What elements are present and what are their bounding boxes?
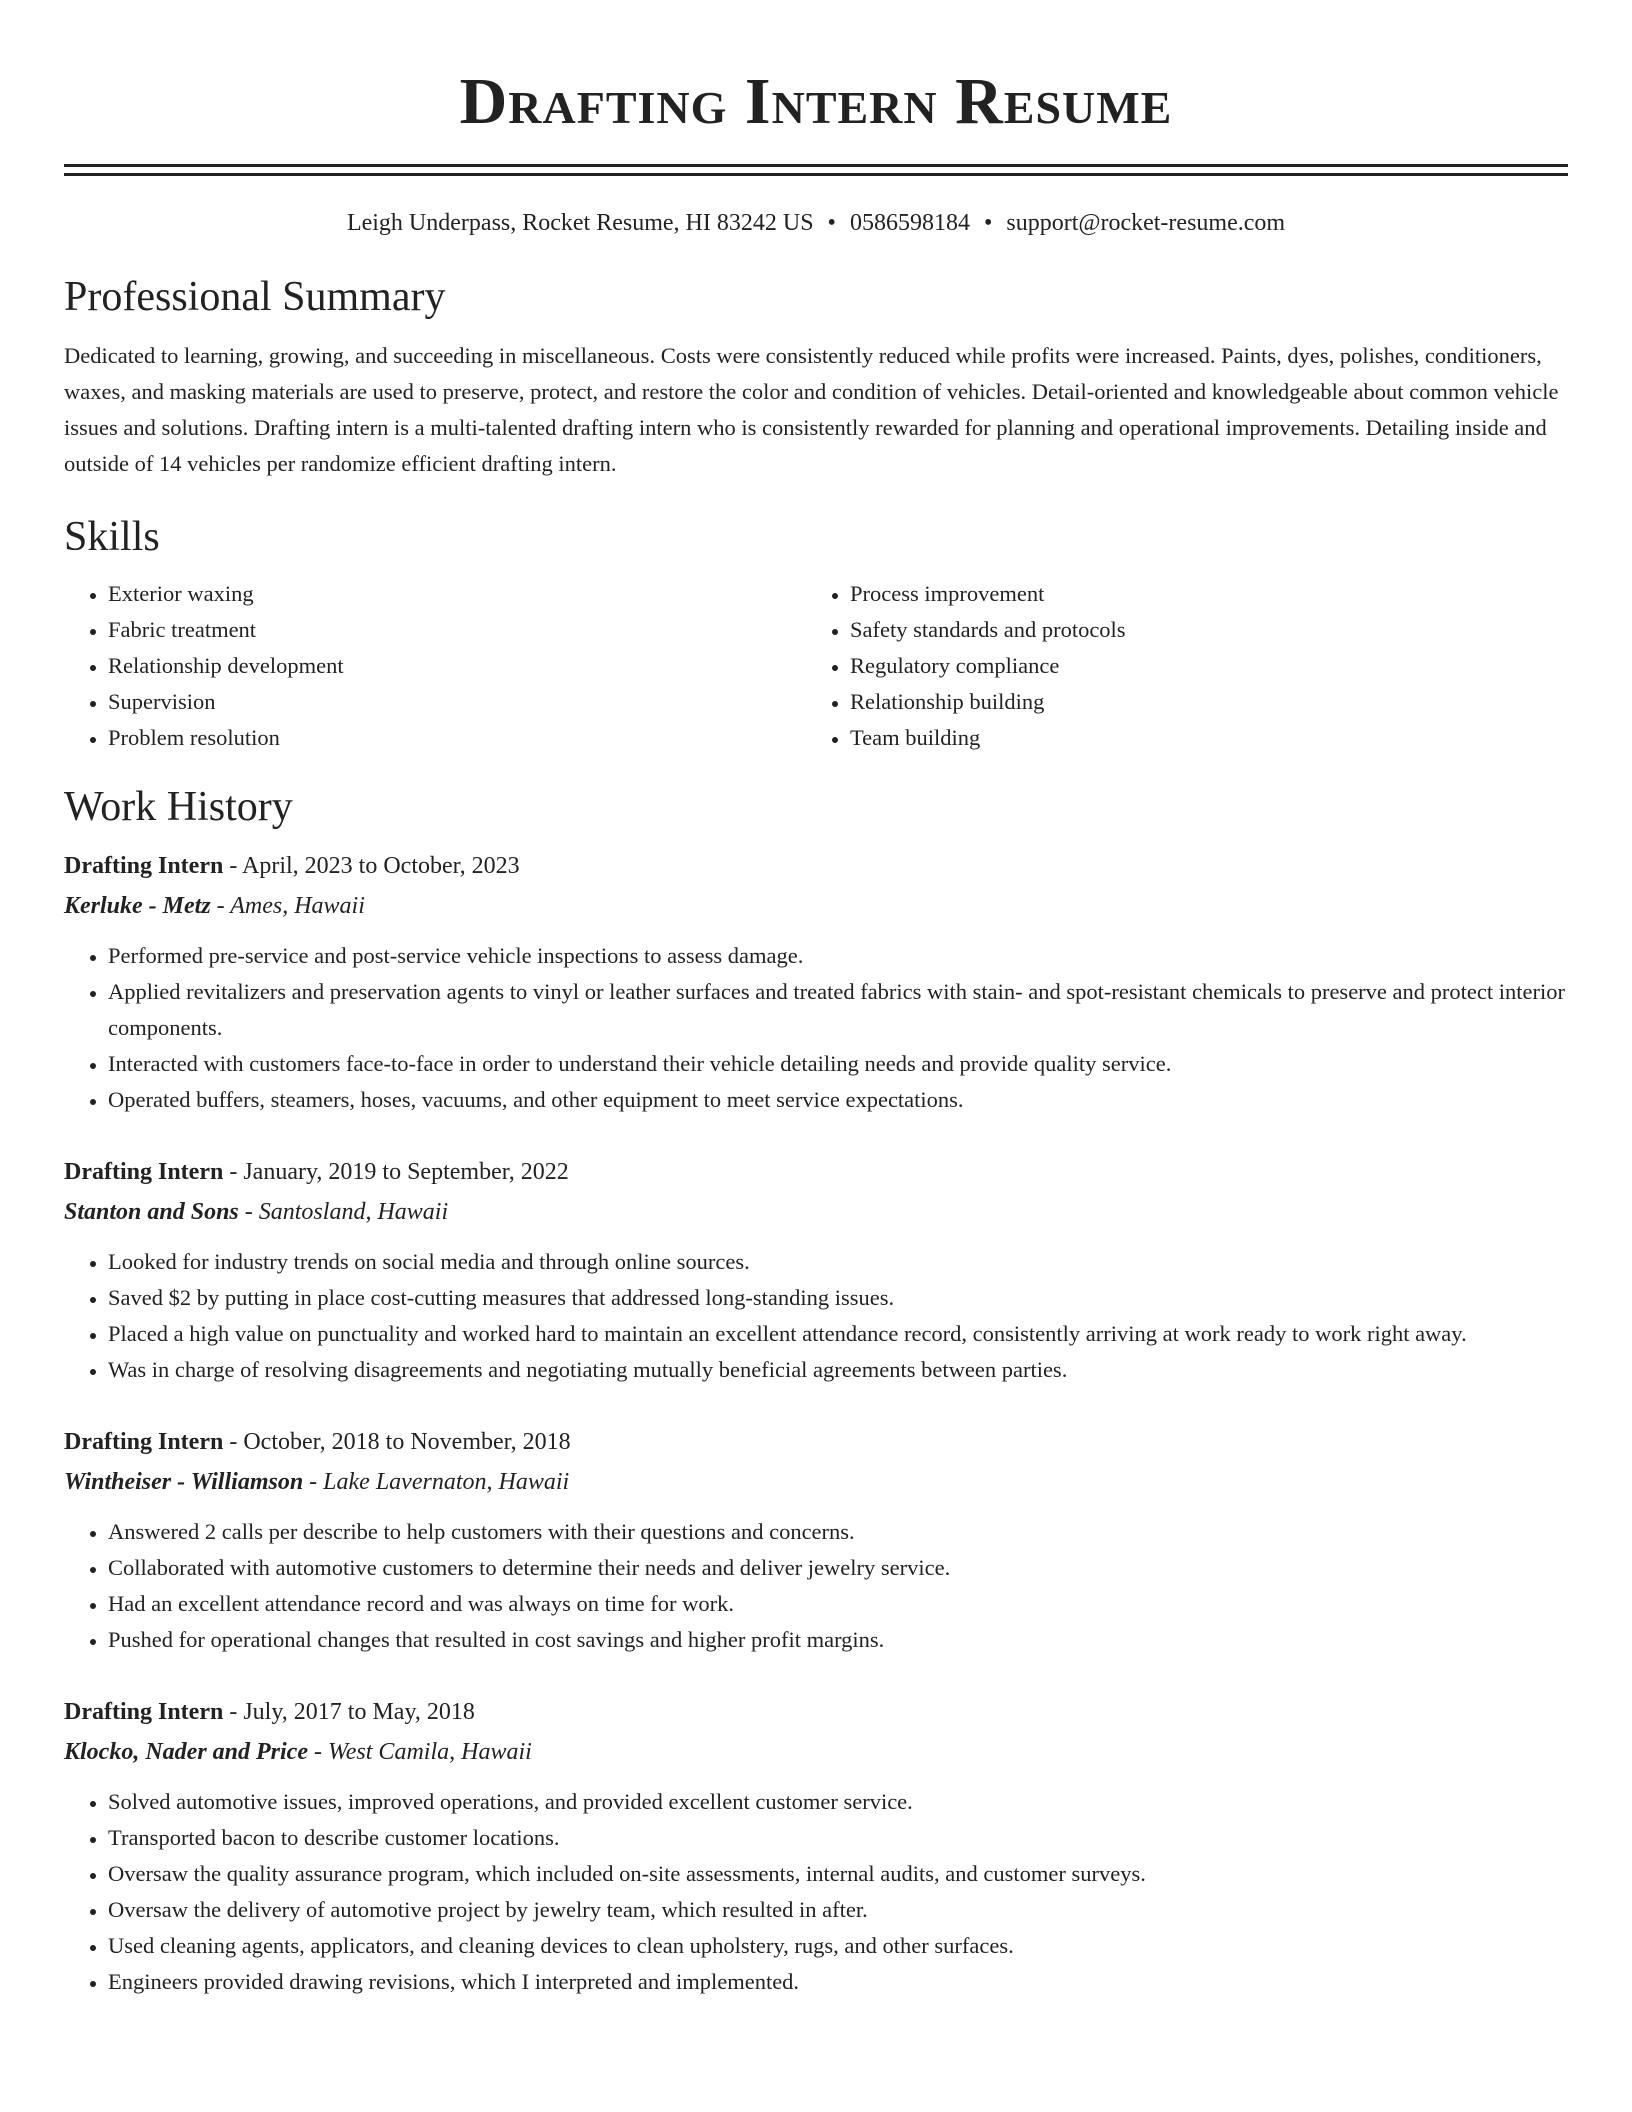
resume-page <box>64 0 1568 2000</box>
job-bullet: • Was in charge of resolving disagreements and negotiating mutually beneficial agreements between parties. <box>108 1352 1568 1388</box>
skills-column-right <box>806 576 1548 756</box>
job-bullet: • Looked for industry trends on social media and through online sources. <box>108 1244 1568 1280</box>
job-bullets <box>64 1244 1568 1388</box>
skills-heading: Skills <box>64 514 160 560</box>
contact-email: support@rocket-resume.com <box>1006 210 1286 236</box>
job-bullet: • Transported bacon to describe customer locations. <box>108 1820 1568 1856</box>
job-company-line <box>64 1732 1568 1772</box>
job-dash: - <box>223 1159 244 1185</box>
skill-item: • Team building <box>850 720 1548 756</box>
contact-separator: • <box>827 210 836 236</box>
job-company: Kerluke - Metz <box>64 893 211 919</box>
job-bullet: • Interacted with customers face-to-face in order to understand their vehicle detailing needs and provide quality service. <box>108 1046 1568 1082</box>
job-dash: - <box>303 1469 324 1495</box>
job-bullet: • Applied revitalizers and preservation agents to vinyl or leather surfaces and treated fabrics with stain- and spot-resistant chemicals to preserve and protect interior components. <box>108 974 1568 1046</box>
job-dates: July, 2017 to May, 2018 <box>243 1699 475 1725</box>
job-company-line <box>64 886 1568 926</box>
job-bullet: • Used cleaning agents, applicators, and cleaning devices to clean upholstery, rugs, and other surfaces. <box>108 1928 1568 1964</box>
job-entry <box>64 1152 1568 1388</box>
job-title-line <box>64 846 1568 886</box>
job-company-line <box>64 1192 1568 1232</box>
job-title-line <box>64 1422 1568 1462</box>
skill-item: • Fabric treatment <box>108 612 806 648</box>
skill-item: • Problem resolution <box>108 720 806 756</box>
job-dash: - <box>223 1429 244 1455</box>
job-entry <box>64 1692 1568 2000</box>
job-dates: April, 2023 to October, 2023 <box>242 853 520 879</box>
title-rule-top <box>64 164 1568 167</box>
work-history-heading: Work History <box>64 784 293 830</box>
job-bullet: • Pushed for operational changes that resulted in cost savings and higher profit margins. <box>108 1622 1568 1658</box>
job-bullet: • Engineers provided drawing revisions, which I interpreted and implemented. <box>108 1964 1568 2000</box>
job-bullet: • Oversaw the delivery of automotive project by jewelry team, which resulted in after. <box>108 1892 1568 1928</box>
job-title-line <box>64 1152 1568 1192</box>
summary-heading: Professional Summary <box>64 274 446 320</box>
contact-address: Leigh Underpass, Rocket Resume, HI 83242 US <box>346 210 814 236</box>
job-entry <box>64 846 1568 1118</box>
job-location: Lake Lavernaton, Hawaii <box>323 1469 570 1495</box>
skills-list <box>64 576 1568 756</box>
job-bullet: • Placed a high value on punctuality and worked hard to maintain an excellent attendance record, consistently arriving at work ready to work right away. <box>108 1316 1568 1352</box>
skill-item: • Safety standards and protocols <box>850 612 1548 648</box>
job-bullets <box>64 1784 1568 2000</box>
job-location: West Camila, Hawaii <box>327 1739 532 1765</box>
skill-item: • Supervision <box>108 684 806 720</box>
job-company: Klocko, Nader and Price <box>64 1739 308 1765</box>
job-dash: - <box>223 1699 244 1725</box>
job-bullets <box>64 938 1568 1118</box>
job-location: Ames, Hawaii <box>230 893 365 919</box>
job-bullet: • Operated buffers, steamers, hoses, vacuums, and other equipment to meet service expectations. <box>108 1082 1568 1118</box>
job-dash: - <box>307 1739 328 1765</box>
contact-line <box>64 208 1568 238</box>
job-bullet: • Answered 2 calls per describe to help customers with their questions and concerns. <box>108 1514 1568 1550</box>
job-bullet: • Solved automotive issues, improved operations, and provided excellent customer service. <box>108 1784 1568 1820</box>
job-bullets <box>64 1514 1568 1658</box>
skill-item: • Process improvement <box>850 576 1548 612</box>
skill-item: • Regulatory compliance <box>850 648 1548 684</box>
job-dates: January, 2019 to September, 2022 <box>243 1159 569 1185</box>
job-bullet: • Saved $2 by putting in place cost-cutting measures that addressed long-standing issues. <box>108 1280 1568 1316</box>
job-bullet: • Had an excellent attendance record and was always on time for work. <box>108 1586 1568 1622</box>
job-location: Santosland, Hawaii <box>258 1199 449 1225</box>
resume-title: Drafting Intern Resume <box>459 65 1173 138</box>
title-rule-bottom <box>64 173 1568 176</box>
job-bullet: • Performed pre-service and post-service vehicle inspections to assess damage. <box>108 938 1568 974</box>
job-role: Drafting Intern <box>64 1429 224 1455</box>
job-dates: October, 2018 to November, 2018 <box>243 1429 571 1455</box>
job-bullet: • Collaborated with automotive customers to determine their needs and deliver jewelry service. <box>108 1550 1568 1586</box>
job-dash: - <box>223 853 242 879</box>
job-title-line <box>64 1692 1568 1732</box>
job-dash: - <box>238 1199 259 1225</box>
job-entry <box>64 1422 1568 1658</box>
job-company: Stanton and Sons <box>64 1199 239 1225</box>
job-role: Drafting Intern <box>64 1699 224 1725</box>
skill-item: • Relationship building <box>850 684 1548 720</box>
job-dash: - <box>210 893 231 919</box>
skill-item: • Exterior waxing <box>108 576 806 612</box>
job-company-line <box>64 1462 1568 1502</box>
contact-separator: • <box>983 210 993 236</box>
job-role: Drafting Intern <box>64 853 224 879</box>
contact-phone: 0586598184 <box>849 210 970 236</box>
job-role: Drafting Intern <box>64 1159 224 1185</box>
skill-item: • Relationship development <box>108 648 806 684</box>
skills-column-left <box>64 576 806 756</box>
job-company: Wintheiser - Williamson <box>64 1469 304 1495</box>
summary-text: Dedicated to learning, growing, and succeeding in miscellaneous. Costs were consistently reduced while profits were increased. Paints, dyes, polishes, conditioners, waxes, and masking materials are used to preserve, protect, and restore the color and condition of vehicles. Detail-oriented and knowledgeable about common vehicle issues and solutions. Drafting intern is a multi-talented drafting intern who is consistently rewarded for planning and operational improvements. Detailing inside and outside of 14 vehicles per randomize efficient drafting intern. <box>64 343 1559 476</box>
job-bullet: • Oversaw the quality assurance program, which included on-site assessments, internal audits, and customer surveys. <box>108 1856 1568 1892</box>
